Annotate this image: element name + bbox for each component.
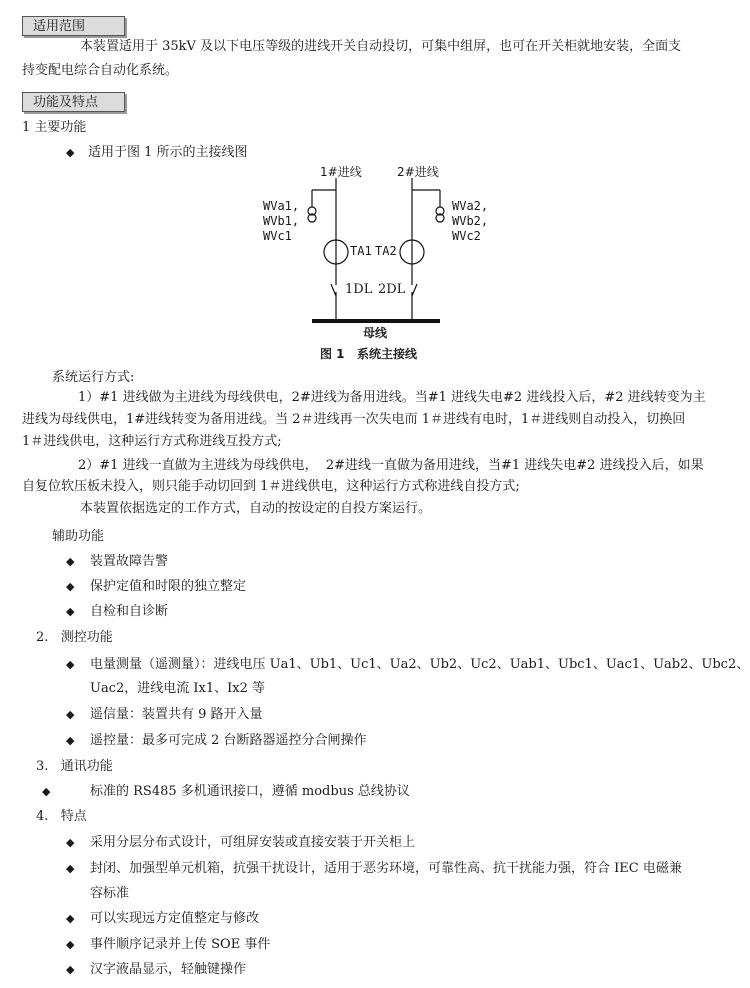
- diamond-bullet-icon: ◆: [66, 708, 75, 721]
- diamond-bullet-icon: ◆: [66, 938, 75, 951]
- measure-item3: 遥控量：最多可完成 2 台断路器遥控分合闸操作: [90, 733, 367, 748]
- feat-item1: 采用分层分布式设计，可组屏安装或直接安装于开关柜上: [90, 835, 416, 850]
- section-header-features-label: 功能及特点: [33, 95, 99, 110]
- aux-title: 辅助功能: [52, 529, 105, 544]
- measure-title: 2. 测控功能: [36, 630, 113, 645]
- aux-item: 保护定值和时限的独立整定: [90, 579, 247, 594]
- line2-label: 2#进线: [397, 165, 439, 179]
- feat-item3: 可以实现远方定值整定与修改: [90, 911, 260, 926]
- measure-item2: 遥信量：装置共有 9 路开入量: [90, 707, 263, 722]
- main-wiring-diagram: [0, 0, 750, 380]
- diamond-bullet-icon: ◆: [66, 963, 75, 976]
- diamond-bullet-icon: ◆: [66, 912, 75, 925]
- diamond-bullet-icon: ◆: [66, 658, 75, 671]
- diamond-bullet-icon: ◆: [66, 146, 75, 159]
- feat-title: 4. 特点: [36, 809, 87, 824]
- operation-p2-line1: 2）#1 进线一直做为主进线为母线供电， 2#进线一直做为备用进线，当#1 进线失电#2 进线投入后，如果: [78, 458, 704, 473]
- comm-title: 3. 通讯功能: [36, 759, 113, 774]
- diamond-bullet-icon: ◆: [66, 836, 75, 849]
- line1-label: 1#进线: [320, 165, 362, 179]
- operation-title: 系统运行方式:: [52, 370, 135, 385]
- dl1-label: 1DL: [345, 282, 373, 297]
- pt1-label-b: WVb1,: [263, 214, 300, 228]
- operation-p1-line2: 进线为母线供电，1#进线转变为备用进线。当 2＃进线再一次失电而 1＃进线有电时，1＃进线则自动投入，切换回: [22, 412, 686, 427]
- feat-item4: 事件顺序记录并上传 SOE 事件: [90, 937, 271, 952]
- operation-p1-line1: 1）#1 进线做为主进线为母线供电，2#进线为备用进线。当#1 进线失电#2 进线投入后，#2 进线转变为主: [78, 390, 706, 405]
- diamond-bullet-icon: ◆: [66, 734, 75, 747]
- scope-paragraph-line1: 本装置适用于 35kV 及以下电压等级的进线开关自动投切，可集中组屏，也可在开关柜就地安装，全面支: [80, 39, 682, 54]
- diamond-bullet-icon: ◆: [66, 862, 75, 875]
- pt2-label-a: WVa2,: [452, 199, 489, 213]
- operation-p1-line3: 1＃进线供电，这种运行方式称进线互投方式;: [22, 434, 282, 449]
- operation-p2-line2: 自复位软压板未投入，则只能手动切回到 1＃进线供电，这种运行方式称进线自投方式;: [22, 479, 520, 494]
- diamond-bullet-icon: ◆: [66, 605, 75, 618]
- figure-caption: 图 1 系统主接线: [320, 347, 418, 361]
- ta1-label: TA1: [350, 244, 372, 258]
- pt2-label-b: WVb2,: [452, 214, 489, 228]
- main-function-bullet-text: 适用于图 1 所示的主接线图: [88, 145, 248, 160]
- busbar: [312, 319, 440, 323]
- operation-p3: 本装置依据选定的工作方式，自动的按设定的自投方案运行。: [80, 501, 432, 516]
- busbar-label: 母线: [363, 326, 388, 340]
- dl2-label: 2DL: [378, 282, 406, 297]
- feat-item2-line2: 容标准: [90, 886, 130, 901]
- diamond-bullet-icon: ◆: [66, 555, 75, 568]
- diamond-bullet-icon: ◆: [42, 785, 51, 798]
- pt1-label-a: WVa1,: [263, 199, 300, 213]
- scope-paragraph-line2: 持变配电综合自动化系统。: [22, 63, 179, 78]
- feat-item2-line1: 封闭、加强型单元机箱，抗强干扰设计，适用于恶劣环境，可靠性高、抗干扰能力强，符合 IEC 电磁兼: [90, 861, 682, 876]
- measure-item1-line1: 电量测量（遥测量）：进线电压 Ua1、Ub1、Uc1、Ua2、Ub2、Uc2、Uab1、Ubc1、Uac1、Uab2、Ubc2、: [90, 657, 750, 672]
- measure-item1-line2: Uac2，进线电流 Ix1、Ix2 等: [90, 681, 265, 696]
- aux-item: 装置故障告警: [90, 554, 169, 569]
- pt2-label-c: WVc2: [452, 229, 481, 243]
- comm-item: 标准的 RS485 多机通讯接口，遵循 modbus 总线协议: [90, 784, 410, 799]
- ta2-label: TA2: [375, 244, 397, 258]
- pt1-label-c: WVc1: [263, 229, 292, 243]
- aux-item: 自检和自诊断: [90, 604, 169, 619]
- feat-item5: 汉字液晶显示，轻触键操作: [90, 962, 247, 977]
- main-function-heading: 1 主要功能: [22, 120, 87, 135]
- diamond-bullet-icon: ◆: [66, 580, 75, 593]
- section-header-scope-label: 适用范围: [33, 19, 86, 34]
